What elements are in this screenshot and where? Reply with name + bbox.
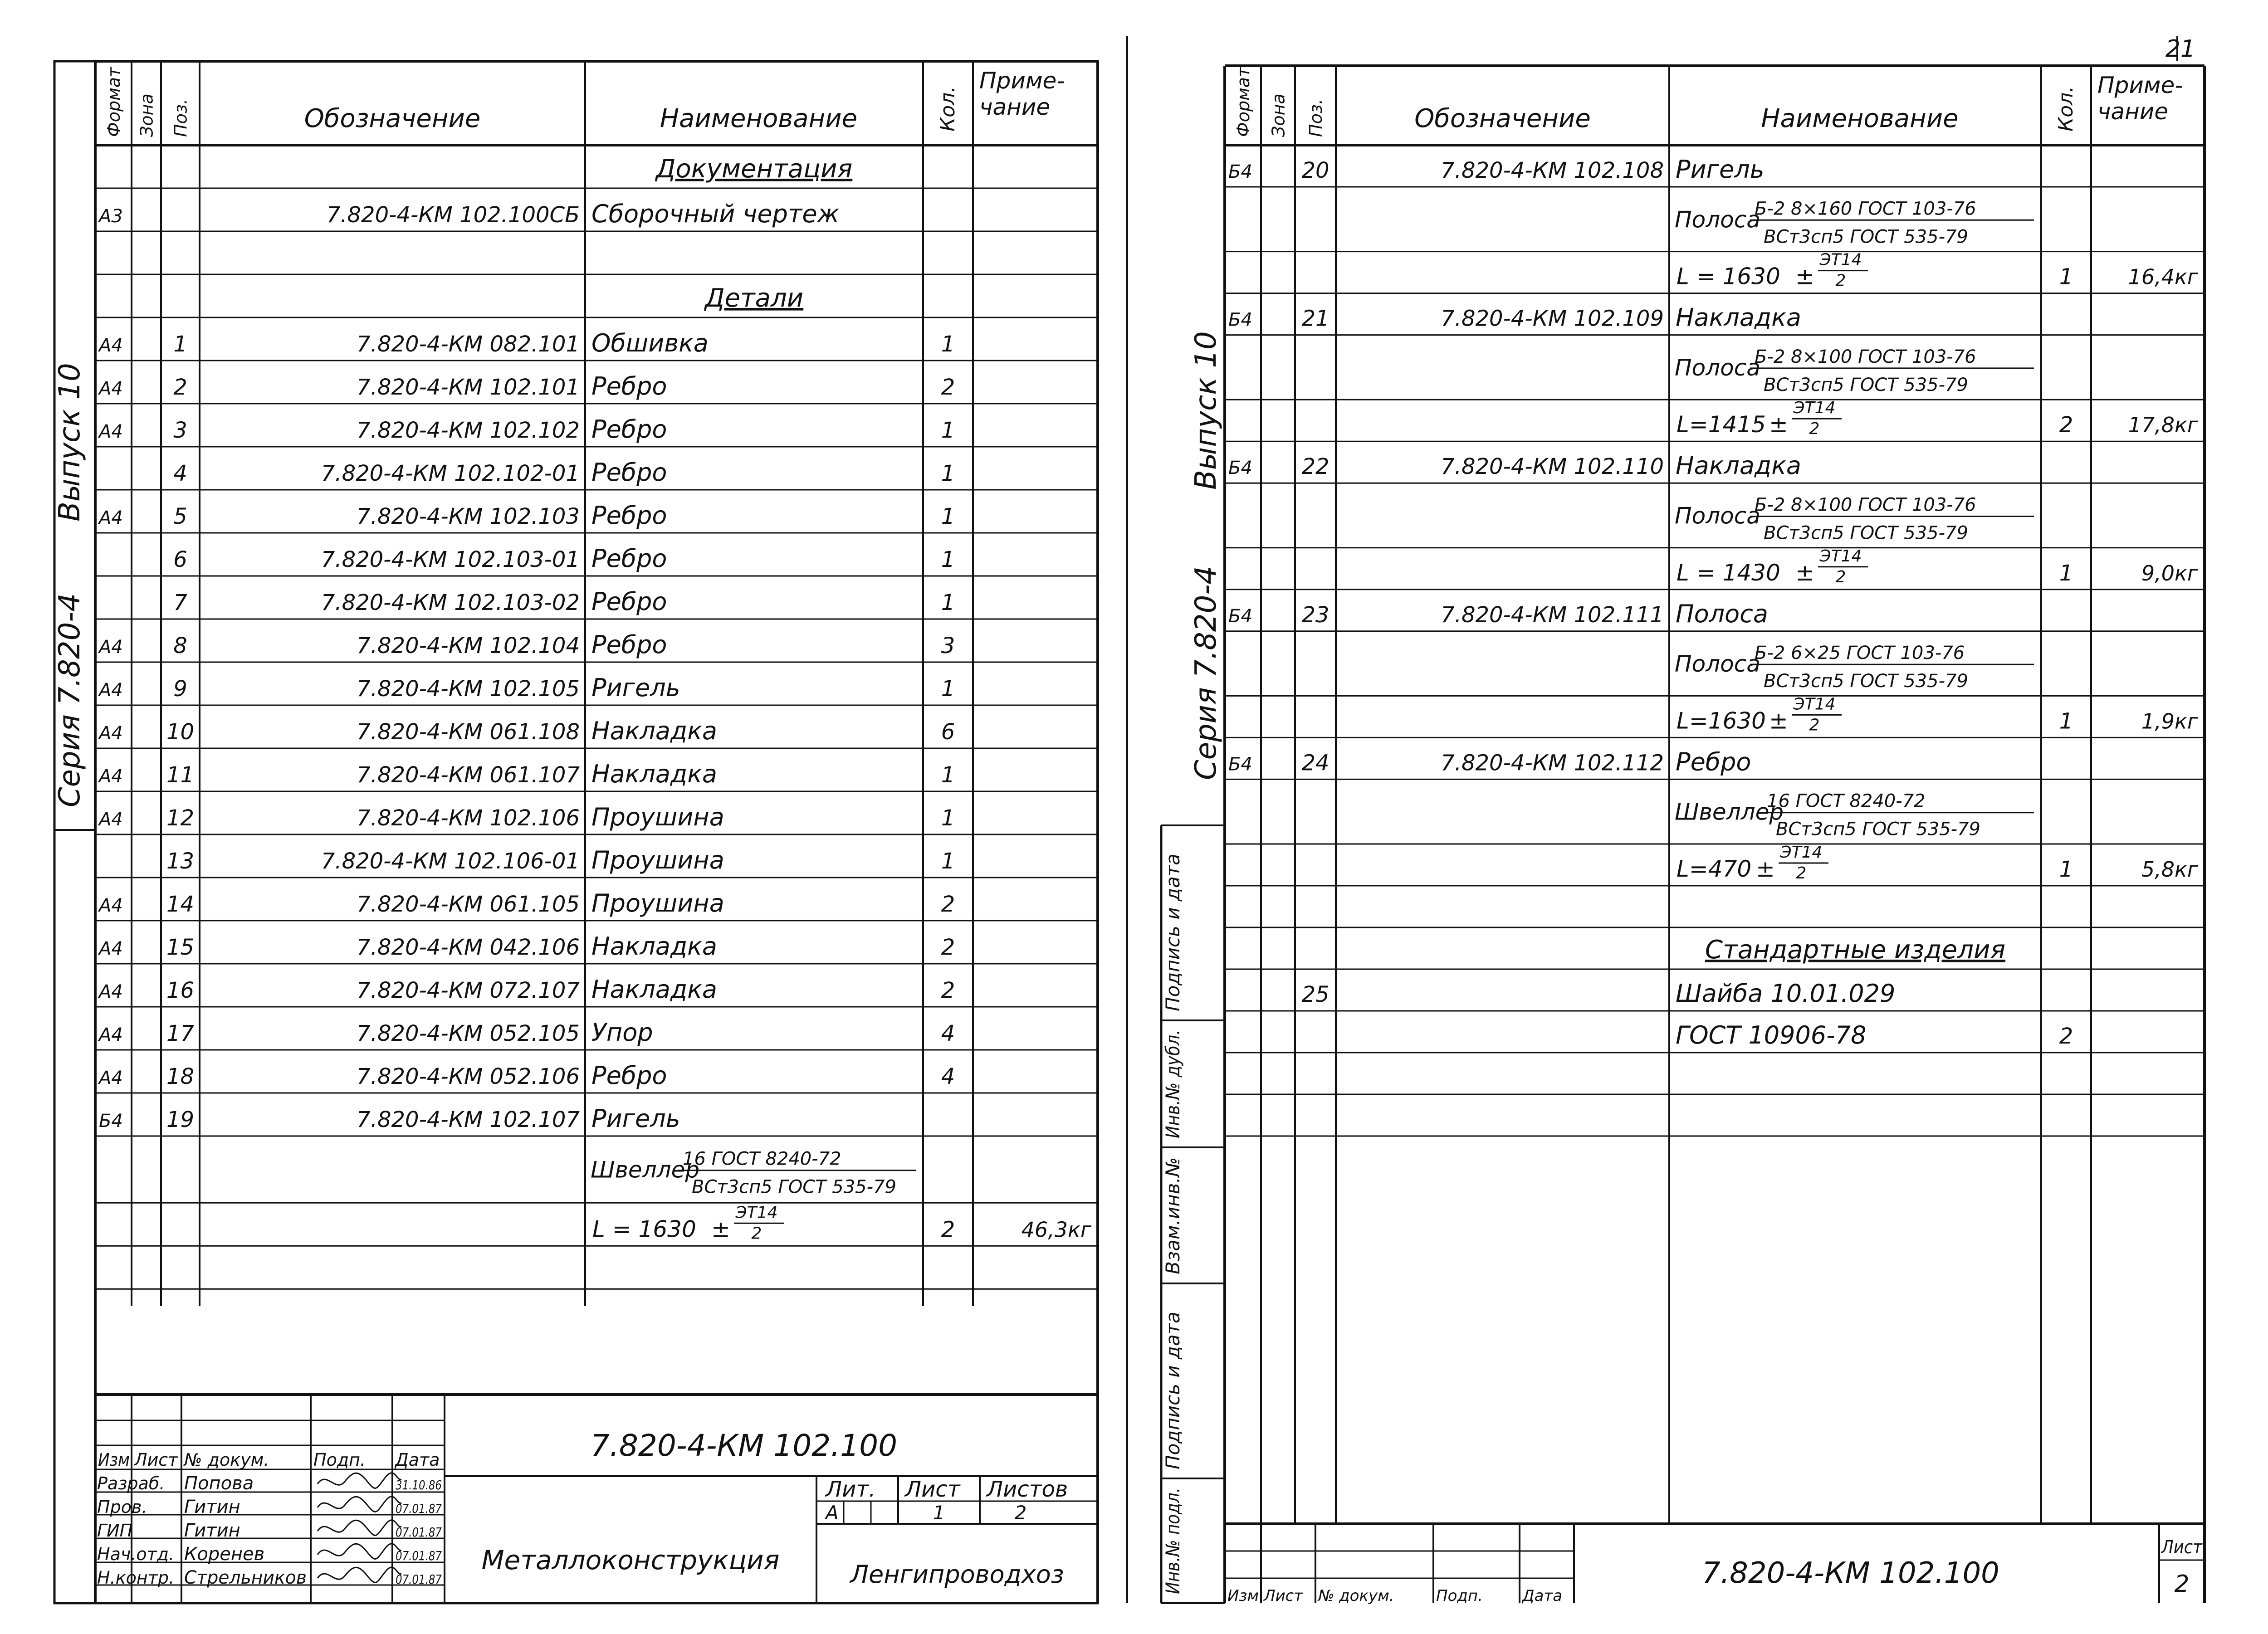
margin-series: Серия 7.820-4 — [53, 593, 87, 807]
header-note: чание — [979, 94, 1051, 120]
cell-name: Ребро — [591, 415, 667, 444]
header-qty: Кол. — [2054, 86, 2077, 132]
tolerance-top: ЭТ14 — [1819, 546, 1862, 566]
cell-format: А4 — [99, 507, 123, 528]
tolerance-sign: ± — [1769, 411, 1788, 438]
tb-date: 31.10.86 — [396, 1478, 442, 1493]
cell-qty: 2 — [941, 375, 955, 400]
header-pos: Поз. — [171, 98, 191, 137]
cell-qty: 2 — [941, 978, 955, 1003]
header-designation: Обозначение — [1414, 104, 1591, 133]
cell-qty: 1 — [941, 547, 955, 572]
cell-name: Ригель — [1676, 155, 1765, 184]
cell-qty: 1 — [941, 418, 955, 443]
cell-name: Сборочный чертеж — [591, 200, 840, 228]
tb-person: Попова — [184, 1473, 254, 1494]
cell-qty: 1 — [2059, 264, 2073, 290]
cell-format: А4 — [99, 723, 123, 744]
cell-format: А4 — [99, 1068, 123, 1088]
cell-format: А4 — [99, 895, 123, 916]
cell-name: Накладка — [591, 975, 717, 1004]
header-note: чание — [2097, 98, 2169, 125]
cell-qty: 1 — [941, 676, 955, 702]
cell-designation: 7.820-4-КМ 102.105 — [357, 676, 580, 702]
cell-qty: 1 — [941, 504, 955, 529]
cell-pos: 22 — [1301, 454, 1330, 480]
tb-col-header: Изм — [98, 1450, 130, 1470]
tb-col-header: Лист — [1264, 1587, 1303, 1605]
cell-qty: 1 — [2059, 708, 2073, 734]
cell-designation: 7.820-4-КМ 061.107 — [357, 762, 580, 788]
cell-qty: 1 — [941, 461, 955, 486]
cell-note: 17,8кг — [2128, 413, 2198, 438]
cell-name: Ребро — [591, 630, 667, 659]
cell-pos: 16 — [166, 978, 195, 1003]
tolerance-top: ЭТ14 — [1819, 250, 1862, 269]
cell-format: Б4 — [99, 1111, 123, 1132]
cell-format: А4 — [99, 766, 123, 787]
tolerance-sign: ± — [1795, 263, 1814, 290]
tb-sheets-label: Листов — [987, 1477, 1068, 1502]
header-note: Приме- — [2097, 72, 2183, 98]
cell-format: А4 — [99, 335, 123, 356]
cell-designation: 7.820-4-КМ 082.101 — [357, 332, 580, 357]
cell-qty: 2 — [2059, 412, 2073, 438]
tb-col-header: Подп. — [313, 1450, 366, 1470]
header-name: Наименование — [1761, 104, 1959, 133]
cell-name: Ригель — [591, 673, 680, 702]
tb-date: 07.01.87 — [396, 1572, 442, 1587]
cell-name: Накладка — [591, 717, 717, 745]
cell-designation: 7.820-4-КМ 042.106 — [357, 935, 580, 960]
tb-person: Коренев — [184, 1544, 265, 1565]
cell-name: Проушина — [591, 803, 724, 831]
cell-pos: 11 — [166, 762, 195, 788]
cell-designation: 7.820-4-КМ 102.104 — [357, 633, 580, 658]
cell-designation: 7.820-4-КМ 102.107 — [357, 1107, 580, 1132]
cell-name: Накладка — [1676, 303, 1801, 332]
cell-format: А4 — [99, 421, 123, 442]
tb-role: Разраб. — [97, 1473, 165, 1493]
margin-inv-dup: Инв.№ дубл. — [1162, 1014, 1184, 1138]
cell-qty: 1 — [2059, 560, 2073, 586]
cell-designation: 7.820-4-КМ 102.112 — [1441, 750, 1664, 776]
cell-qty: 1 — [941, 590, 955, 615]
length-value: L=470 — [1677, 856, 1752, 882]
cell-qty: 6 — [941, 719, 955, 745]
profile-prefix: Полоса — [1675, 354, 1760, 381]
cell-pos: 24 — [1301, 750, 1330, 776]
cell-designation: 7.820-4-КМ 102.103 — [357, 504, 580, 529]
profile-top: 16 ГОСТ 8240-72 — [683, 1148, 841, 1170]
profile-bottom: ВСт3сп5 ГОСТ 535-79 — [1764, 374, 1968, 395]
cell-designation: 7.820-4-КМ 102.102-01 — [321, 461, 580, 486]
cell-note: 5,8кг — [2141, 857, 2198, 882]
cell-format: Б4 — [1228, 605, 1252, 627]
length-value: L = 1630 — [592, 1216, 696, 1243]
header-pos: Поз. — [1306, 98, 1326, 137]
cell-name: Упор — [591, 1018, 653, 1047]
cell-designation: 7.820-4-КМ 102.101 — [357, 375, 580, 400]
tb-sheet: 2 — [2174, 1571, 2190, 1598]
profile-top: Б-2 8×160 ГОСТ 103-76 — [1755, 198, 1976, 219]
header-designation: Обозначение — [304, 104, 481, 133]
cell-pos: 14 — [166, 892, 195, 917]
cell-note: 1,9кг — [2141, 709, 2198, 734]
profile-prefix: Полоса — [1675, 651, 1760, 678]
tolerance-sign: ± — [1756, 856, 1775, 882]
cell-pos: 2 — [173, 375, 187, 400]
tb-sheets: 2 — [1014, 1502, 1027, 1524]
profile-top: Б-2 6×25 ГОСТ 103-76 — [1755, 643, 1965, 664]
cell-format: А4 — [99, 981, 123, 1002]
cell-designation: 7.820-4-КМ 102.106-01 — [321, 849, 580, 874]
header-qty: Кол. — [936, 86, 959, 132]
cell-qty: 1 — [941, 762, 955, 788]
cell-name: Ребро — [591, 587, 667, 616]
cell-note: 9,0кг — [2141, 561, 2198, 585]
tb-col-header: Дата — [1522, 1587, 1563, 1605]
profile-bottom: ВСт3сп5 ГОСТ 535-79 — [1764, 522, 1968, 544]
tb-sheet-label: Лист — [905, 1477, 960, 1502]
cell-pos: 9 — [173, 676, 187, 702]
cell-format: Б4 — [1228, 458, 1252, 479]
cell-pos: 7 — [173, 590, 187, 615]
page-number: 21 — [2165, 35, 2195, 63]
cell-pos: 15 — [166, 935, 195, 960]
section-title: Стандартные изделия — [1705, 935, 2006, 965]
margin-issue: Выпуск 10 — [1189, 331, 1223, 490]
tb-col-header: Подп. — [1436, 1587, 1483, 1605]
cell-name: Ребро — [591, 544, 667, 573]
cell-format: А4 — [99, 938, 123, 959]
tb-person: Гитин — [184, 1497, 240, 1517]
cell-qty: 4 — [941, 1021, 955, 1046]
tb-role: Пров. — [97, 1497, 147, 1517]
tb-stage: А — [826, 1502, 839, 1524]
header-note: Приме- — [979, 68, 1065, 94]
cell-note: 46,3кг — [1021, 1217, 1091, 1242]
tolerance-sign: ± — [1795, 559, 1814, 586]
cell-qty: 1 — [2059, 857, 2073, 882]
cell-name: Ребро — [1676, 747, 1751, 776]
cell-format: Б4 — [1228, 754, 1252, 775]
cell-designation: 7.820-4-КМ 102.108 — [1441, 158, 1664, 183]
cell-format: Б4 — [1228, 309, 1252, 331]
tb-date: 07.01.87 — [396, 1548, 442, 1563]
tb-person: Гитин — [184, 1520, 240, 1541]
tb-col-header: № докум. — [184, 1450, 269, 1470]
header-format: Формат — [104, 67, 124, 137]
margin-sign-date2: Подпись и дата — [1162, 1312, 1184, 1469]
cell-pos: 8 — [173, 633, 187, 658]
cell-format: А4 — [99, 809, 123, 830]
cell-name: Ребро — [591, 458, 667, 487]
cell-name: Шайба 10.01.029 — [1676, 979, 1896, 1008]
tb-col-header: Лист — [134, 1450, 178, 1470]
cell-pos: 20 — [1301, 158, 1330, 183]
section-title: Детали — [704, 283, 804, 313]
cell-qty: 4 — [941, 1064, 955, 1089]
cell-format: А4 — [99, 378, 123, 399]
tolerance-sign: ± — [1769, 707, 1788, 734]
section-title: Документация — [655, 154, 853, 184]
cell-designation: 7.820-4-КМ 061.108 — [357, 719, 580, 745]
cell-pos: 1 — [173, 332, 187, 357]
cell-designation: 7.820-4-КМ 072.107 — [357, 978, 580, 1003]
cell-designation: 7.820-4-КМ 102.110 — [1441, 454, 1664, 480]
tolerance-bottom: 2 — [1835, 567, 1846, 586]
header-name: Наименование — [660, 104, 858, 133]
cell-name: Накладка — [591, 932, 717, 961]
cell-qty: 2 — [941, 935, 955, 960]
cell-qty: 1 — [941, 805, 955, 831]
tb-doc-code: 7.820-4-КМ 102.100 — [590, 1428, 898, 1463]
margin-issue: Выпуск 10 — [53, 363, 87, 522]
profile-prefix: Швеллер — [591, 1156, 700, 1183]
length-value: L = 1430 — [1677, 559, 1780, 586]
cell-name: ГОСТ 10906-78 — [1676, 1021, 1867, 1049]
tb-product: Металлоконструкция — [481, 1545, 780, 1575]
cell-pos: 5 — [173, 504, 187, 529]
tb-date: 07.01.87 — [396, 1525, 442, 1540]
tolerance-top: ЭТ14 — [1793, 695, 1836, 714]
cell-format: А4 — [99, 1024, 123, 1045]
cell-designation: 7.820-4-КМ 102.100СБ — [326, 202, 580, 228]
cell-pos: 18 — [166, 1064, 195, 1089]
length-value: L=1415 — [1677, 411, 1766, 438]
tb-col-header: Изм — [1227, 1587, 1259, 1605]
profile-prefix: Полоса — [1675, 502, 1760, 529]
tolerance-bottom: 2 — [751, 1224, 762, 1243]
tb-role: Н.контр. — [97, 1568, 175, 1588]
cell-designation: 7.820-4-КМ 052.105 — [357, 1021, 580, 1046]
tolerance-bottom: 2 — [1796, 864, 1807, 883]
tolerance-bottom: 2 — [1809, 716, 1820, 735]
profile-prefix: Полоса — [1675, 206, 1760, 233]
profile-bottom: ВСт3сп5 ГОСТ 535-79 — [1764, 671, 1968, 692]
cell-name: Ребро — [591, 372, 667, 400]
cell-name: Накладка — [591, 760, 717, 788]
tb-role: ГИП — [97, 1521, 133, 1541]
cell-designation: 7.820-4-КМ 052.106 — [357, 1064, 580, 1089]
tolerance-bottom: 2 — [1835, 271, 1846, 290]
cell-format: Б4 — [1228, 161, 1252, 182]
cell-qty: 2 — [2059, 1024, 2073, 1049]
margin-vzam: Взам.инв.№ — [1162, 1157, 1184, 1274]
cell-designation: 7.820-4-КМ 102.109 — [1441, 306, 1664, 332]
cell-pos: 12 — [166, 805, 195, 831]
cell-pos: 23 — [1301, 602, 1330, 628]
cell-designation: 7.820-4-КМ 102.103-02 — [321, 590, 580, 615]
cell-designation: 7.820-4-КМ 102.106 — [357, 805, 580, 831]
tb-col-header: Дата — [395, 1450, 440, 1470]
cell-name: Ригель — [591, 1104, 680, 1133]
profile-bottom: ВСт3сп5 ГОСТ 535-79 — [692, 1176, 896, 1198]
cell-pos: 4 — [173, 461, 187, 486]
cell-format: А3 — [99, 206, 123, 227]
profile-prefix: Швеллер — [1675, 799, 1784, 825]
cell-name: Проушина — [591, 846, 724, 874]
tb-role: Нач.отд. — [97, 1544, 175, 1564]
cell-name: Ребро — [591, 501, 667, 530]
tolerance-sign: ± — [711, 1216, 730, 1243]
cell-designation: 7.820-4-КМ 102.111 — [1441, 602, 1664, 628]
margin-series: Серия 7.820-4 — [1189, 566, 1223, 780]
cell-name: Проушина — [591, 889, 724, 917]
cell-format: А4 — [99, 637, 123, 658]
profile-bottom: ВСт3сп5 ГОСТ 535-79 — [1764, 226, 1968, 248]
cell-qty: 3 — [941, 633, 955, 658]
margin-inv-orig: Инв.№ подл. — [1162, 1468, 1184, 1594]
tolerance-top: ЭТ14 — [1793, 399, 1836, 418]
tolerance-top: ЭТ14 — [735, 1203, 778, 1222]
cell-pos: 17 — [166, 1021, 195, 1046]
cell-qty: 2 — [941, 1217, 955, 1243]
cell-qty: 1 — [941, 332, 955, 357]
cell-pos: 25 — [1301, 982, 1330, 1007]
tb-sheet-label: Лист — [2160, 1537, 2203, 1558]
cell-pos: 3 — [173, 418, 187, 443]
cell-designation: 7.820-4-КМ 102.103-01 — [321, 547, 580, 572]
header-zone: Зона — [137, 93, 157, 137]
cell-note: 16,4кг — [2128, 264, 2198, 289]
profile-top: 16 ГОСТ 8240-72 — [1767, 790, 1926, 812]
cell-name: Накладка — [1676, 451, 1801, 480]
cell-pos: 10 — [166, 719, 195, 745]
cell-pos: 13 — [166, 849, 195, 874]
length-value: L=1630 — [1677, 707, 1766, 734]
tb-date: 07.01.87 — [396, 1501, 442, 1516]
tolerance-top: ЭТ14 — [1780, 843, 1823, 862]
tb-stage-label: Лит. — [826, 1477, 876, 1502]
cell-designation: 7.820-4-КМ 102.102 — [357, 418, 580, 443]
cell-qty: 1 — [941, 849, 955, 874]
cell-name: Полоса — [1676, 599, 1768, 628]
cell-pos: 21 — [1301, 306, 1330, 332]
tolerance-bottom: 2 — [1809, 419, 1820, 439]
profile-top: Б-2 8×100 ГОСТ 103-76 — [1755, 494, 1976, 516]
margin-sign-date: Подпись и дата — [1162, 854, 1184, 1011]
tb-organization: Ленгипроводхоз — [850, 1560, 1064, 1589]
cell-pos: 19 — [166, 1107, 195, 1132]
tb-sheet: 1 — [933, 1502, 945, 1524]
header-format: Формат — [1233, 67, 1253, 137]
cell-qty: 2 — [941, 892, 955, 917]
length-value: L = 1630 — [1677, 263, 1780, 290]
tb-person: Стрельников — [184, 1567, 307, 1588]
cell-designation: 7.820-4-КМ 061.105 — [357, 892, 580, 917]
profile-bottom: ВСт3сп5 ГОСТ 535-79 — [1776, 819, 1980, 840]
cell-pos: 6 — [173, 547, 187, 572]
profile-top: Б-2 8×100 ГОСТ 103-76 — [1755, 346, 1976, 367]
cell-format: А4 — [99, 680, 123, 701]
tb-col-header: № докум. — [1318, 1587, 1394, 1605]
header-zone: Зона — [1268, 93, 1289, 137]
cell-name: Ребро — [591, 1061, 667, 1090]
cell-name: Обшивка — [591, 329, 709, 357]
tb-doc-code: 7.820-4-КМ 102.100 — [1702, 1556, 1999, 1590]
